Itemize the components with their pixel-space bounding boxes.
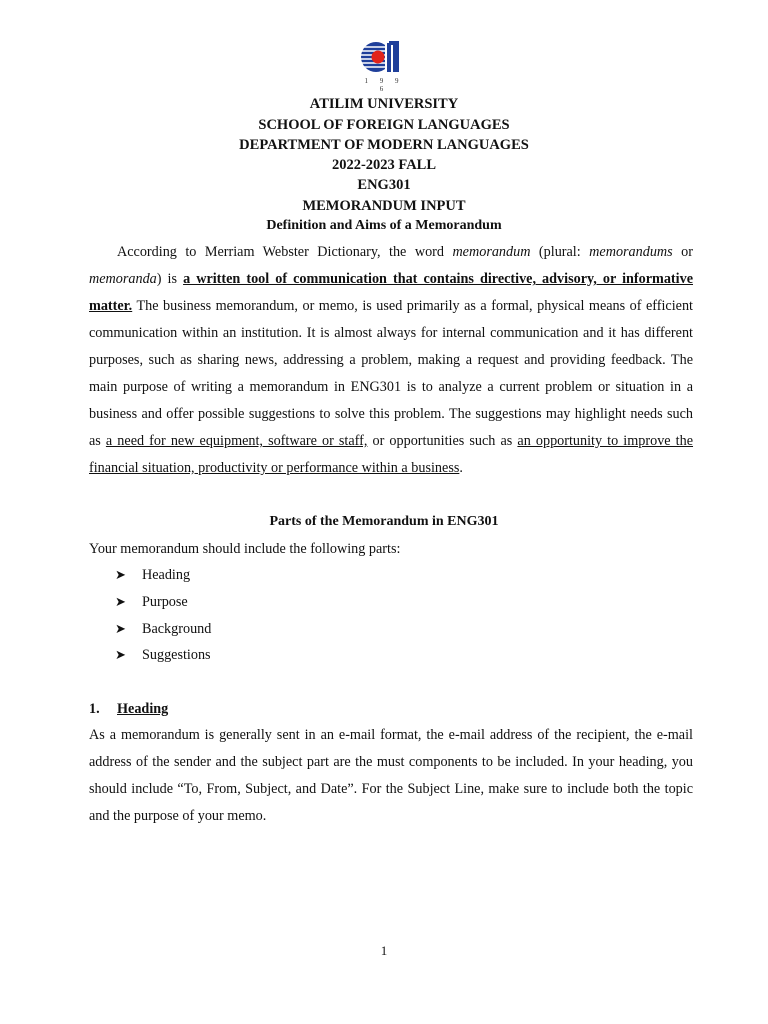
list-item: ➤ Background xyxy=(115,616,515,643)
section-1-heading: 1. Heading xyxy=(89,701,169,717)
document-title: MEMORANDUM INPUT xyxy=(302,198,466,214)
arrowhead-bullet-icon: ➤ xyxy=(115,593,126,609)
arrowhead-bullet-icon: ➤ xyxy=(115,647,126,663)
intro-paragraph: According to Merriam Webster Dictionary, the word memorandum (plural: memorandums or memoranda) is a written tool of communication that contains directive, advisory, or informative matter. The business memorandum, or memo, is used primarily as a formal, physical means of efficient communication within an institution. It is almost always for internal communication and it has different purposes, such as sharing news, addressing a problem, making a request and providing feedback. The main purpose of writing a memorandum in ENG301 is to analyze a current problem or situation in a business and offer possible suggestions to solve this problem. The suggestions may highlight needs such as a need for new equipment, software or staff, or opportunities such as an opportunity to improve the financial situation, productivity or performance within a business. xyxy=(89,244,694,476)
opportunity-example: an opportunity to improve the financial situation, productivity or performance within a business xyxy=(89,433,694,476)
definition-highlight: a written tool of communication that contains directive, advisory, or informative matter. xyxy=(89,271,693,314)
logo-year: 1 9 9 6 xyxy=(364,77,404,93)
school-name: SCHOOL OF FOREIGN LANGUAGES xyxy=(258,117,510,133)
logo-mark xyxy=(359,41,400,73)
needs-example: a need for new equipment, software or staff, xyxy=(105,433,368,449)
parts-heading: Parts of the Memorandum in ENG301 xyxy=(269,514,499,529)
parts-list xyxy=(115,562,515,669)
parts-lead: Your memorandum should include the following parts: xyxy=(89,541,401,557)
list-item: ➤ Purpose xyxy=(115,589,515,616)
list-item: ➤ Heading xyxy=(115,562,515,589)
arrowhead-bullet-icon: ➤ xyxy=(115,567,126,582)
list-item: ➤ Suggestions xyxy=(115,642,515,669)
university-name: ATILIM UNIVERSITY xyxy=(309,96,459,112)
page-number: 1 xyxy=(380,943,388,958)
section-subtitle: Definition and Aims of a Memorandum xyxy=(266,218,502,233)
department-name: DEPARTMENT OF MODERN LANGUAGES xyxy=(239,137,529,153)
arrowhead-bullet-icon: ➤ xyxy=(115,620,126,636)
term: 2022-2023 FALL xyxy=(331,157,437,173)
section-1-paragraph: As a memorandum is generally sent in an e-mail format, the e-mail address of the recipient, the e-mail address of the sender and the subject part are the must components to be included. In your heading, you should include “To, From, Subject, and Date”. For the Subject Line, make sure to include both the topic and the purpose of your memo. xyxy=(89,727,693,824)
course-code: ENG301 xyxy=(357,177,411,193)
